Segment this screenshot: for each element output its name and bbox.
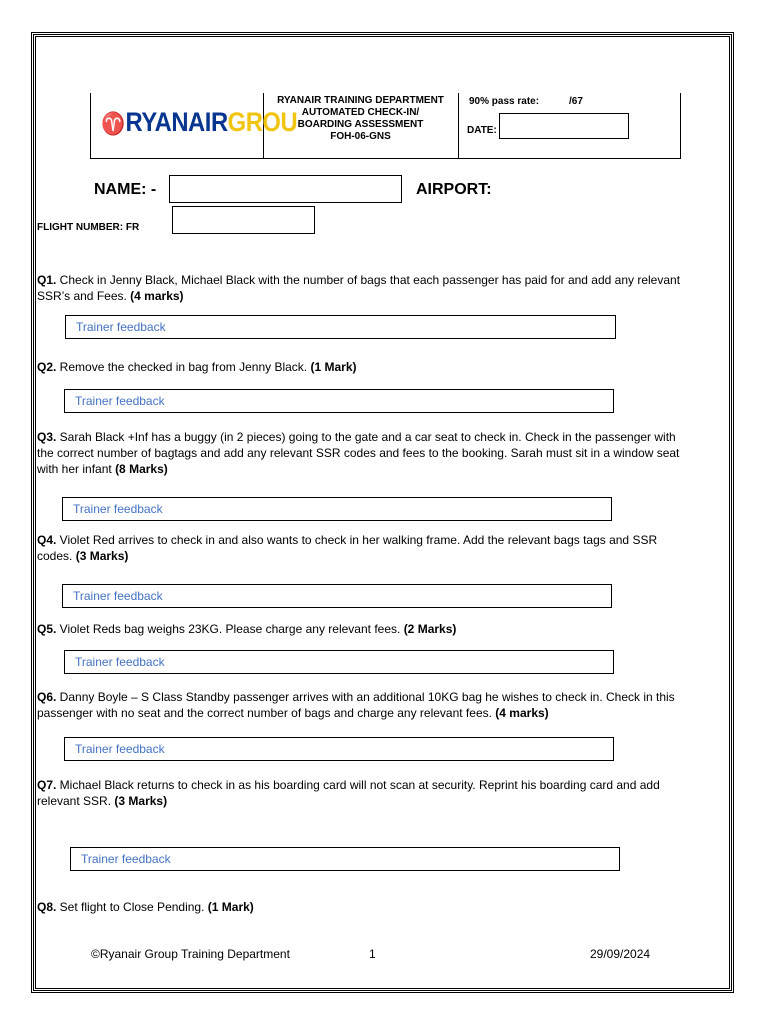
airport-label: AIRPORT:: [416, 181, 492, 198]
trainer-feedback-7[interactable]: Trainer feedback: [70, 847, 620, 871]
score-total: /67: [569, 96, 583, 107]
question-1: Q1. Check in Jenny Black, Michael Black with the number of bags that each passenger has paid for and add any relevant SSR’s and Fees. (4 marks): [37, 273, 681, 303]
name-label: NAME: -: [94, 181, 157, 198]
department-title: RYANAIR TRAINING DEPARTMENT AUTOMATED CHECK-IN/ BOARDING ASSESSMENT FOH-06-GNS: [263, 93, 459, 158]
footer-date: 29/09/2024: [590, 947, 651, 961]
question-8: Q8. Set flight to Close Pending. (1 Mark): [37, 900, 254, 914]
question-5: Q5. Violet Reds bag weighs 23KG. Please charge any relevant fees. (2 Marks): [37, 622, 457, 636]
date-label: DATE:: [467, 125, 497, 136]
question-7: Q7. Michael Black returns to check in as his boarding card will not scan at security. Reprint his boarding card and add relevant SSR. (3 Marks): [37, 778, 660, 808]
pass-rate-cell: [459, 93, 680, 158]
name-field[interactable]: [169, 175, 402, 203]
question-2: Q2. Remove the checked in bag from Jenny Black. (1 Mark): [37, 360, 357, 374]
trainer-feedback-4[interactable]: Trainer feedback: [62, 584, 612, 608]
trainer-feedback-2[interactable]: Trainer feedback: [64, 389, 614, 413]
trainer-feedback-3[interactable]: Trainer feedback: [62, 497, 612, 521]
question-4: Q4. Violet Red arrives to check in and also wants to check in her walking frame. Add the relevant bags tags and SSR codes. (3 Marks): [37, 533, 658, 563]
footer-copyright: ©Ryanair Group Training Department: [91, 947, 290, 961]
flight-number-field[interactable]: [172, 206, 315, 234]
harp-icon: ♈: [101, 111, 125, 136]
date-field[interactable]: [499, 113, 629, 139]
trainer-feedback-1[interactable]: Trainer feedback: [65, 315, 616, 339]
header-table: [90, 93, 681, 159]
question-6: Q6. Danny Boyle – S Class Standby passenger arrives with an additional 10KG bag he wishes to check in. Check in this passenger with no seat and the correct number of bags and charge any relevant fees. (4 marks): [37, 690, 675, 720]
flight-number-label: FLIGHT NUMBER: FR: [37, 222, 140, 233]
logo-cell: [91, 93, 298, 158]
pass-rate-label: 90% pass rate:: [469, 96, 540, 107]
footer-page-number: 1: [369, 947, 376, 961]
trainer-feedback-6[interactable]: Trainer feedback: [64, 737, 614, 761]
trainer-feedback-5[interactable]: Trainer feedback: [64, 650, 614, 674]
question-3: Q3. Sarah Black +Inf has a buggy (in 2 pieces) going to the gate and a car seat to check in. Check in the passenger with the correct number of bagtags and add any relevant SSR codes and fees to the booking. Sarah must sit in a window seat with her infant (8 Marks): [37, 430, 680, 476]
ryanair-group-logo: ♈RYANAIRGROU: [101, 107, 298, 137]
